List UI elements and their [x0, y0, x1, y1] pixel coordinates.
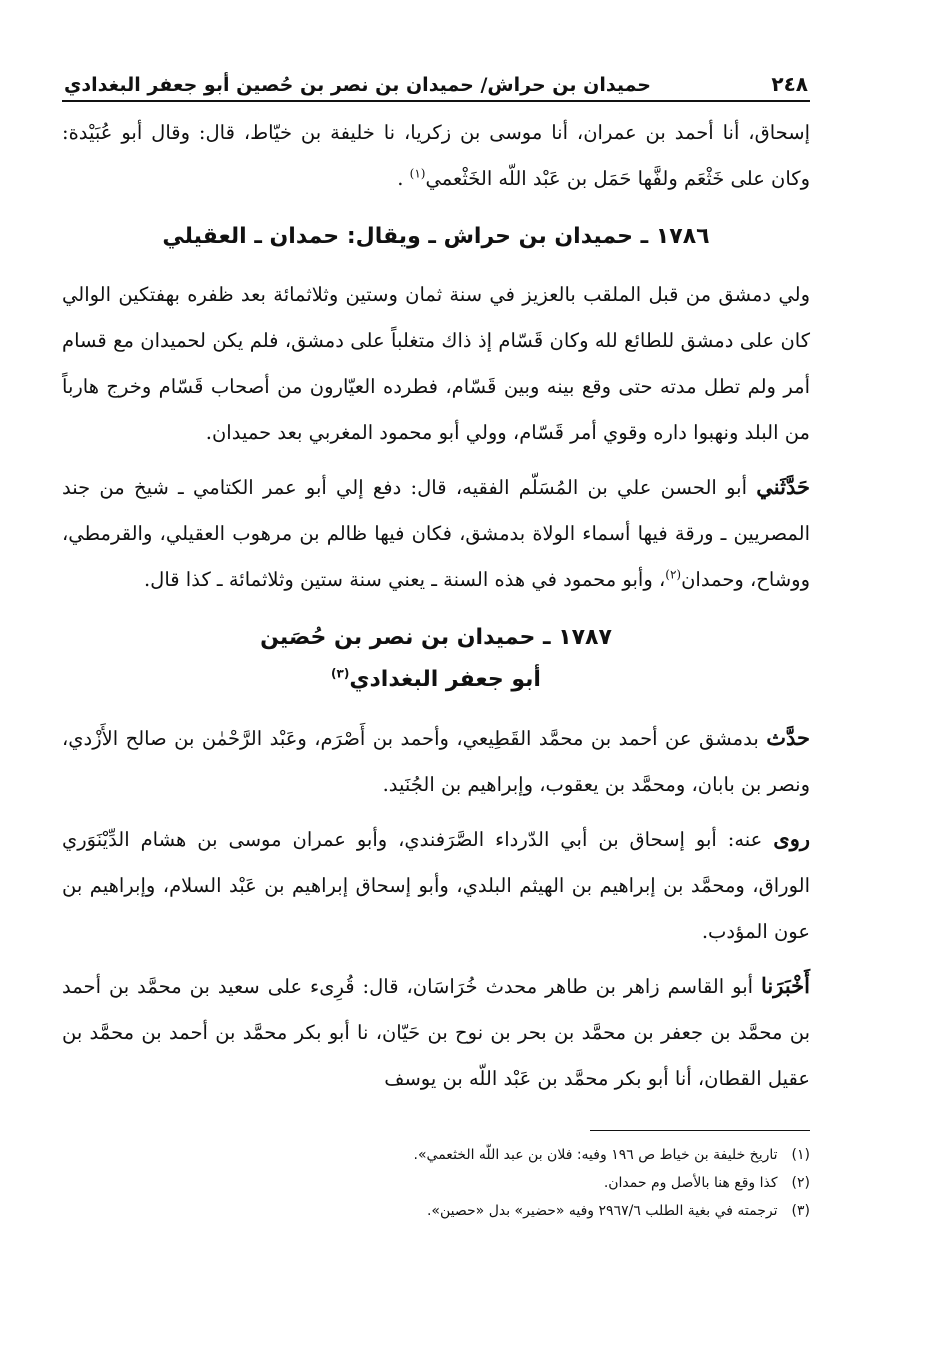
- footnote-ref-3: (٣): [331, 666, 350, 681]
- footnote-text: تاريخ خليفة بن خياط ص ١٩٦ وفيه: فلان بن عبد اللّه الخثعمي».: [413, 1147, 778, 1163]
- entry-1786-paragraph-2: [62, 464, 810, 603]
- entry-1787-paragraph-3: [62, 963, 810, 1102]
- entry-1787-heading-line-1: ١٧٨٧ ـ حميدان بن نصر بن حُصَين: [260, 625, 612, 650]
- footnote-1: [62, 1141, 810, 1169]
- entry-1787-para2-text: عنه: أبو إسحاق بن أبي الدّرداء الصَّرَفندي، وأبو عمران موسى بن هشام الدِّيْنَوَري الوراق، ومحمَّد بن إبراهيم بن الهيثم البلدي، وأبو إسحاق إبراهيم بن عَبْد السلام، وإبراهيم بن عون المؤدب.: [62, 828, 810, 943]
- main-text: [62, 110, 810, 1102]
- footnote-3: [62, 1197, 810, 1225]
- intro-text: إسحاق، أنا أحمد بن عمران، أنا موسى بن زكريا، نا خليفة بن خيّاط، قال: وقال أبو عُبَيْدة: وكان على خَثْعَم ولفَّها حَمَل بن عَبْد اللّه الخَثْعمي: [62, 121, 810, 190]
- entry-1787-lead-2: روى: [773, 826, 810, 851]
- entry-1787-heading: [62, 617, 810, 701]
- footnotes: [62, 1141, 810, 1225]
- footnote-2: [62, 1169, 810, 1197]
- entry-1786-heading: ١٧٨٦ ـ حميدان بن حراش ـ ويقال: حمدان ـ العقيلي: [162, 224, 710, 249]
- entry-1787-paragraph-1: [62, 715, 810, 808]
- entry-1787-para3-text: أبو القاسم زاهر بن طاهر محدث خُرَاسَان، قال: قُرِىء على سعيد بن محمَّد بن أحمد بن محمَّد بن جعفر بن محمَّد بن بحر بن نوح بن حَيّان، نا أبو بكر محمَّد بن أحمد بن محمَّد بن عقيل القطان، أنا أبو بكر محمَّد بن عَبْد اللّه بن يوسف: [62, 975, 810, 1090]
- footnote-ref-1: (١): [409, 166, 426, 181]
- entry-1787-para1-text: بدمشق عن أحمد بن محمَّد القَطِيعي، وأحمد بن أَصْرَم، وعَبْد الرَّحْمٰن بن صالح الأَزْدي، ونصر بن بابان، ومحمَّد بن يعقوب، وإبراهيم بن الجُنَيد.: [62, 727, 810, 796]
- footnote-divider: [590, 1130, 810, 1131]
- footnote-text: كذا وقع هنا بالأصل وم حمدان.: [603, 1175, 778, 1191]
- entry-1786-para2-a: أبو الحسن علي بن المُسَلّم الفقيه، قال: دفع إلي أبو عمر الكتامي ـ شيخ من جند المصريين ـ ورقة فيها أسماء الولاة بدمشق، فكان فيها ظالم بن مرهوب العقيلي، والقرمطي، ووشاح، وحمدان: [62, 476, 810, 591]
- footnote-text: ترجمته في بغية الطلب ٢٩٦٧/٦ وفيه «حضير» بدل «حصين».: [426, 1203, 778, 1219]
- footnote-ref-2: (٢): [665, 567, 682, 582]
- entry-1787-heading-line-2-text: أبو جعفر البغدادي: [349, 667, 541, 692]
- footnote-number: (١): [791, 1147, 810, 1163]
- footnote-number: (٢): [791, 1175, 810, 1191]
- entry-1787-lead-3: أَخْبَرَنا: [761, 973, 810, 998]
- entry-1787-lead-1: حدَّث: [766, 725, 810, 750]
- entry-1786-para2-b: ، وأبو محمود في هذه السنة ـ يعني سنة ستين وثلاثمائة ـ كذا قال.: [143, 568, 666, 591]
- entry-1786-paragraph-1: ولي دمشق من قبل الملقب بالعزيز في سنة ثمان وستين وثلاثمائة بعد ظفره بهفتكين الوالي كان على دمشق للطائع لله وكان قَسّام إذ ذاك متغلباً على دمشق، فلم يكن لحميدان مع قسام أمر ولم تطل مدته حتى وقع بينه وبين قَسّام، فطرده العيّارون من أصحاب قَسّام وخرج هارباً من البلد ونهبوا داره وقوي أمر قَسّام، وولي أبو محمود المغربي بعد حميدان.: [62, 283, 810, 444]
- running-header: [62, 58, 810, 102]
- footnote-number: (٣): [791, 1203, 810, 1219]
- running-title: حميدان بن حراش/ حميدان بن نصر بن حُصين أبو جعفر البغدادي: [64, 74, 652, 96]
- intro-paragraph: [62, 110, 810, 202]
- intro-end: .: [397, 167, 410, 190]
- entry-1787-paragraph-2: [62, 816, 810, 955]
- entry-1786-lead-word: حَدَّثَني: [756, 474, 810, 499]
- entry-1787-heading-line-2: [62, 659, 810, 701]
- book-page: [62, 58, 810, 1225]
- page-number: ٢٤٨: [771, 72, 808, 96]
